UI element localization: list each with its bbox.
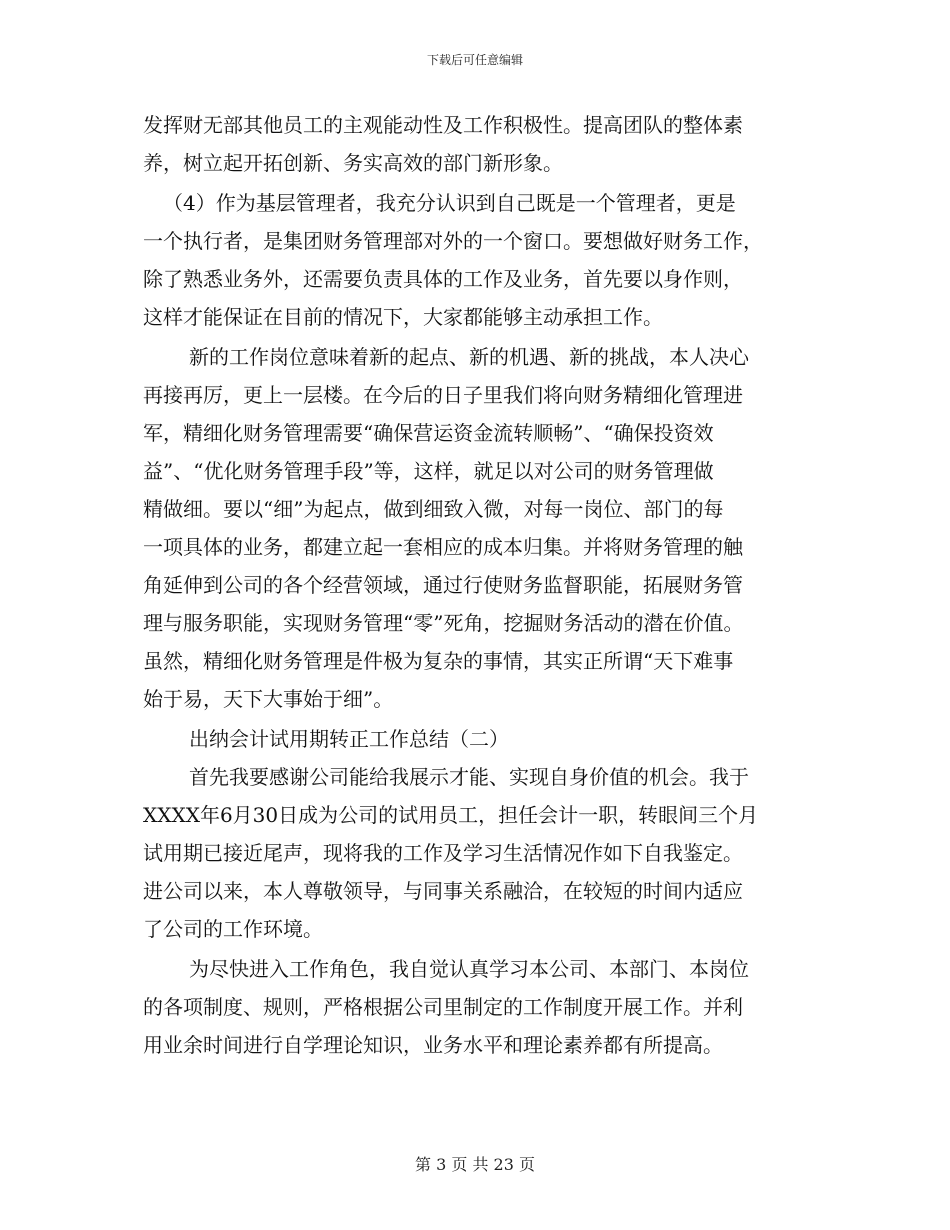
body-line: （4）作为基层管理者，我充分认识到自己既是一个管理者，更是: [163, 191, 736, 215]
body-line: 始于易，天下大事始于细”。: [143, 687, 394, 711]
body-line: 一个执行者，是集团财务管理部对外的一个窗口。要想做好财务工作，: [143, 229, 763, 253]
body-line: 理与服务职能，实现财务管理“零”死角，挖掘财务活动的潜在价值。: [143, 611, 744, 635]
body-line: 益”、“优化财务管理手段”等，这样，就足以对公司的财务管理做: [143, 459, 714, 483]
body-line: 的各项制度、规则，严格根据公司里制定的工作制度开展工作。并利: [143, 995, 743, 1019]
body-line: 军，精细化财务管理需要“确保营运资金流转顺畅”、“确保投资效: [143, 421, 714, 445]
body-line: 除了熟悉业务外，还需要负责具体的工作及业务，首先要以身作则，: [143, 267, 743, 291]
body-line: 了公司的工作环境。: [143, 917, 323, 941]
body-line: 角延伸到公司的各个经营领域，通过行使财务监督职能，拓展财务管: [143, 573, 743, 597]
body-line: 这样才能保证在目前的情况下，大家都能够主动承担工作。: [143, 305, 663, 329]
page-number: 第 3 页 共 23 页: [415, 1155, 535, 1174]
body-line: 进公司以来，本人尊敬领导，与同事关系融洽，在较短的时间内适应: [143, 879, 743, 903]
section-heading: 出纳会计试用期转正工作总结（二）: [189, 727, 509, 751]
body-line: 养，树立起开拓创新、务实高效的部门新形象。: [143, 151, 563, 175]
body-line: 一项具体的业务，都建立起一套相应的成本归集。并将财务管理的触: [143, 535, 743, 559]
body-line: 精做细。要以“细”为起点，做到细致入微，对每一岗位、部门的每: [143, 497, 724, 521]
body-line: 用业余时间进行自学理论知识，业务水平和理论素养都有所提高。: [143, 1033, 723, 1057]
body-line: 发挥财无部其他员工的主观能动性及工作积极性。提高团队的整体素: [143, 113, 743, 137]
body-line: 为尽快进入工作角色，我自觉认真学习本公司、本部门、本岗位: [189, 957, 749, 981]
body-line: 新的工作岗位意味着新的起点、新的机遇、新的挑战，本人决心: [189, 345, 749, 369]
body-line: 虽然，精细化财务管理是件极为复杂的事情，其实正所谓“天下难事: [143, 649, 734, 673]
page-header: 下载后可任意编辑: [426, 53, 523, 67]
document-body: [143, 106, 809, 1064]
body-line: 试用期已接近尾声，现将我的工作及学习生活情况作如下自我鉴定。: [143, 841, 743, 865]
body-line: 再接再厉，更上一层楼。在今后的日子里我们将向财务精细化管理进: [143, 383, 743, 407]
body-line: 首先我要感谢公司能给我展示才能、实现自身价值的机会。我于: [189, 765, 749, 789]
body-line: XXXX年6月30日成为公司的试用员工，担任会计一职，转眼间三个月: [143, 803, 759, 827]
